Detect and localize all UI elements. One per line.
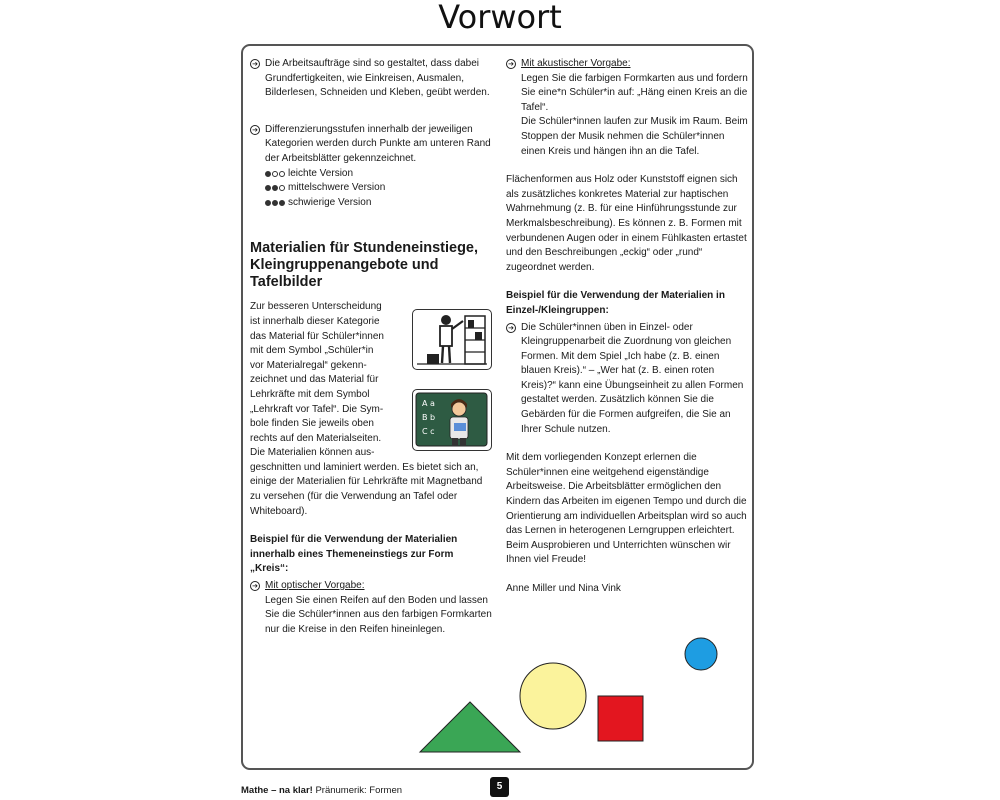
example-heading: Beispiel für die Verwendung der Materialien innerhalb eines Themeneinstiegs zur Form „Kreis“: bbox=[250, 534, 458, 575]
level-dots-icon bbox=[265, 185, 285, 191]
blue-circle-shape bbox=[685, 638, 717, 670]
level-easy: leichte Version bbox=[265, 167, 492, 182]
arrow-circle-icon: ➔ bbox=[250, 125, 260, 135]
student-shelf-icon bbox=[413, 310, 490, 368]
intro-text: Zur besseren Unterscheidung ist innerhalb dieser Kategorie das Material für Schüler*innen mit dem Symbol „Schüler*in vor Materialregal“ gekenn- zeichnet und das Material für Lehrkräfte mit dem Symbol „Lehrkraft vor Tafel“. Die Sym- bole finden Sie jeweils oben rechts auf den Materialseiten. Die Materialien können aus- geschnitten und laminiert werden. Es bietet sich an, einige der Materialien für Lehrkräfte mit Magnetband zu versehen (für die Verwendung an Tafel oder Whiteboard). bbox=[250, 301, 483, 517]
bullet-acoustic: ➔ Mit akustischer Vorgabe: Legen Sie die farbigen Formkarten aus und fordern Sie eine*n Schüler*in auf: „Häng einen Kreis an die Tafel“. Die Schüler*innen laufen zur Musik im Raum. Beim Stoppen der Musik nehmen die Schüler*innen einen Kreis und hängen ihn an die Tafel. bbox=[506, 57, 748, 159]
board-letters-2: B b bbox=[422, 413, 436, 422]
arrow-circle-icon: ➔ bbox=[250, 581, 260, 591]
small-group-heading: Beispiel für die Verwendung der Materialien in Einzel-/Kleingruppen: bbox=[506, 290, 725, 316]
wood-text: Flächenformen aus Holz oder Kunststoff eignen sich als zusätzliches konkretes Material zur haptischen Wahrnehmung (z. B. für eine Hinführungsstunde zur Merkmalsbeschreibung). Es können z. B. Formen mit verbundenen Augen oder in einem Fühlkasten ertastet und den Beschreibungen „eckig“ oder „rund“ zugeordnet werden. bbox=[506, 174, 747, 273]
bullet-optic: ➔ Mit optischer Vorgabe: Legen Sie einen Reifen auf den Boden und lassen Sie die Schüler*innen aus den farbigen Formkarten nur die Kreise in den Reifen hineinlegen. bbox=[250, 579, 492, 637]
footer bbox=[241, 785, 402, 796]
right-column bbox=[506, 57, 748, 597]
page-number: 5 bbox=[490, 777, 509, 797]
shapes-illustration bbox=[410, 630, 730, 760]
arrow-circle-icon: ➔ bbox=[506, 59, 516, 69]
bullet-worksheets: ➔ Die Arbeitsaufträge sind so gestaltet, dass dabei Grundfertigkeiten, wie Einkreisen, Ausmalen, Bilderlesen, Schneiden und Kleben, geübt werden. bbox=[250, 57, 492, 101]
level-hard: schwierige Version bbox=[265, 196, 492, 211]
board-letters-3: C c bbox=[422, 427, 435, 436]
bullet-small-group: ➔ Die Schüler*innen üben in Einzel- oder Kleingruppenarbeit die Zuordnung von gleichen Formen. Mit dem Spiel „Ich habe (z. B. einen blauen Kreis).“ – „Wer hat (z. B. einen roten Kreis)?“ kann eine Übungseinheit zu allen Formen gestaltet werden. Zusätzlich können Sie die Gebärden für die Formen aufgreifen, die Sie an Ihrer Schule nutzen. bbox=[506, 321, 748, 438]
arrow-circle-icon: ➔ bbox=[506, 323, 516, 333]
series-title: Mathe – na klar! bbox=[241, 785, 313, 796]
board-letters-1: A a bbox=[422, 399, 435, 408]
teacher-board-symbol bbox=[412, 389, 492, 451]
teacher-board-icon bbox=[413, 390, 490, 449]
green-triangle-shape bbox=[420, 702, 520, 752]
level-dots-icon bbox=[265, 200, 285, 206]
section-heading: Materialien für Stundeneinstiege, Kleingruppenangebote und Tafelbilder bbox=[250, 240, 479, 291]
bullet-differentiation: ➔ Differenzierungsstufen innerhalb der jeweiligen Kategorien werden durch Punkte am unteren Rand der Arbeitsblätter gekennzeichnet. leichte Version mittelschwere Version schwierige Version bbox=[250, 123, 492, 211]
level-dots-icon bbox=[265, 171, 285, 177]
student-shelf-symbol bbox=[412, 309, 492, 370]
closing-wish: Beim Ausprobieren und Unterrichten wünschen wir Ihnen viel Freude! bbox=[506, 539, 731, 566]
yellow-circle-shape bbox=[520, 663, 586, 729]
red-square-shape bbox=[598, 696, 643, 741]
level-medium: mittelschwere Version bbox=[265, 181, 492, 196]
signature: Anne Miller und Nina Vink bbox=[506, 583, 621, 594]
series-subtitle: Pränumerik: Formen bbox=[315, 785, 403, 796]
closing-text: Mit dem vorliegenden Konzept erlernen die Schüler*innen eine weitgehend eigenständige Arbeitsweise. Die Arbeitsblätter ermöglichen den Kindern das Arbeiten im eigenen Tempo und durch die Orientierung am individuellen Arbeitsplan wird so auch das Lernen in heterogenen Lerngruppen erleichtert. bbox=[506, 452, 747, 537]
page-title: Vorwort bbox=[438, 0, 562, 36]
arrow-circle-icon: ➔ bbox=[250, 59, 260, 69]
